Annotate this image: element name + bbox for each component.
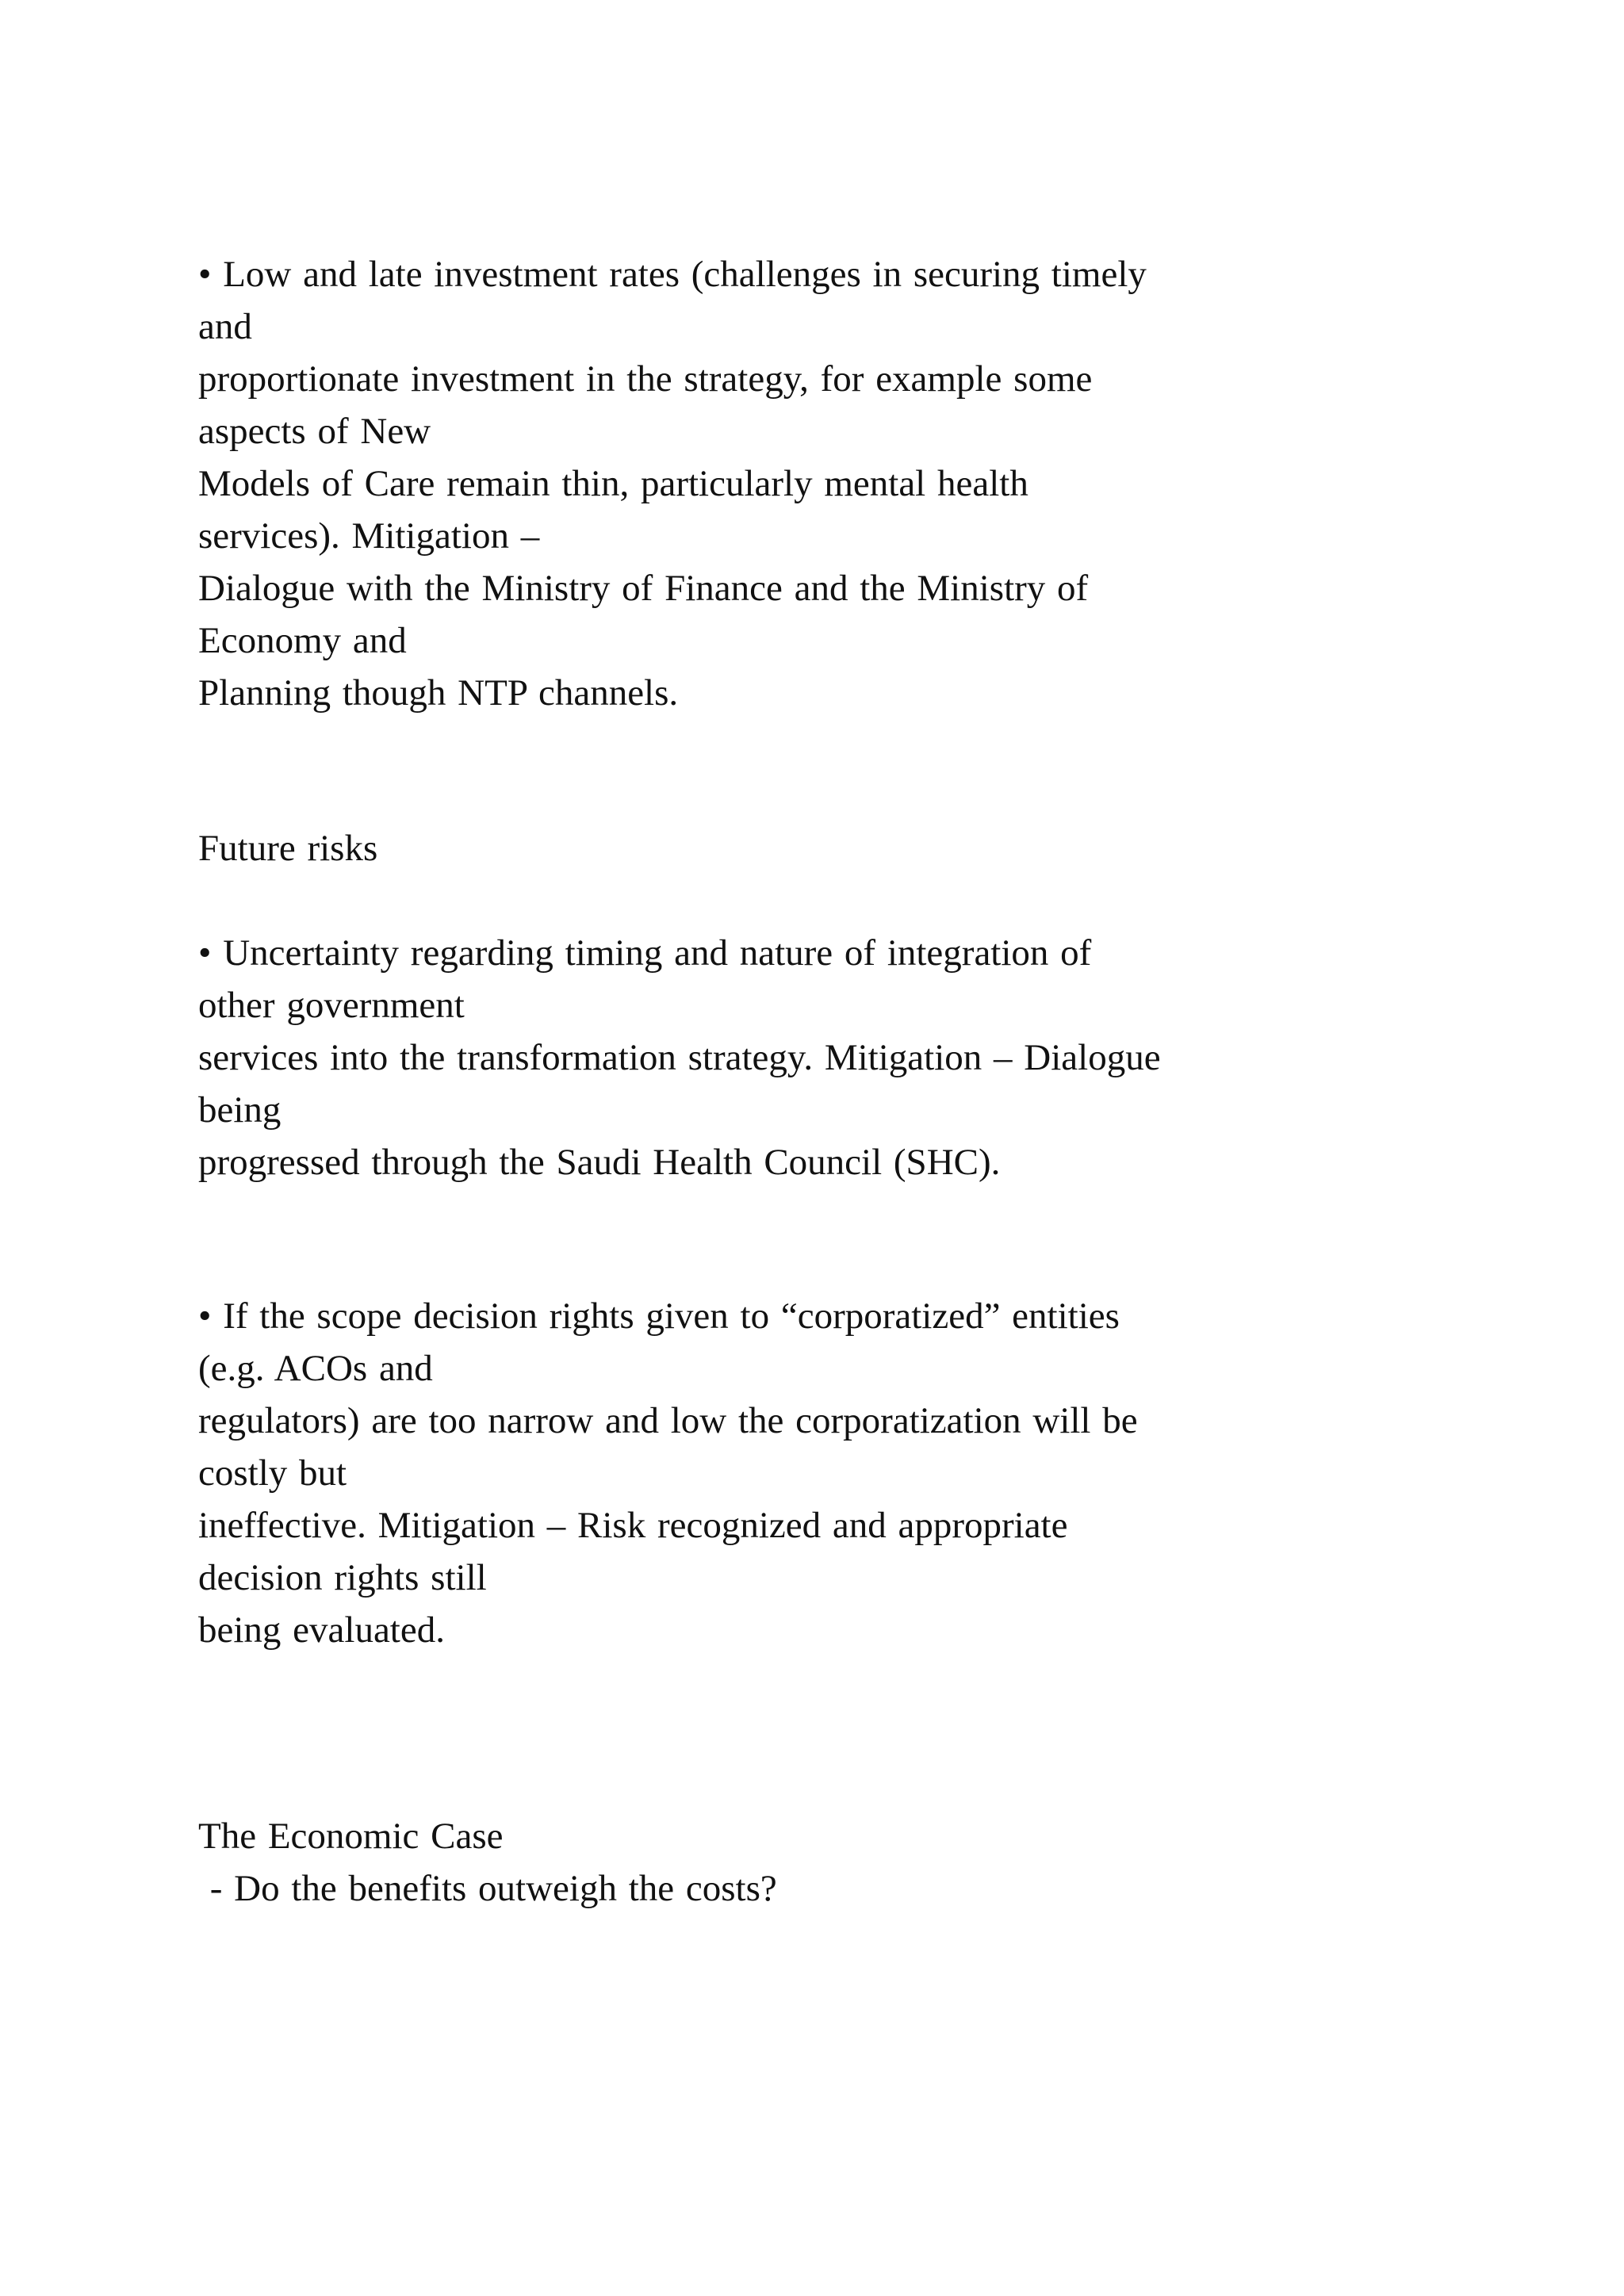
- text-line: Economy and: [198, 620, 407, 661]
- text-line: services into the transformation strategy. Mitigation – Dialogue: [198, 1037, 1161, 1078]
- text-line: (e.g. ACOs and: [198, 1348, 433, 1389]
- text-line: being: [198, 1089, 282, 1131]
- text-line: • Uncertainty regarding timing and nature of integration of: [198, 932, 1092, 974]
- text-line: • Low and late investment rates (challenges in securing timely: [198, 254, 1147, 295]
- text-line: services). Mitigation –: [198, 515, 540, 557]
- subheading-text: - Do the benefits outweigh the costs?: [198, 1868, 777, 1909]
- text-line: proportionate investment in the strategy, for example some: [198, 358, 1093, 400]
- text-line: • If the scope decision rights given to “corporatized” entities: [198, 1295, 1120, 1337]
- text-line: Planning though NTP channels.: [198, 672, 679, 714]
- heading-text: Future risks: [198, 828, 378, 869]
- text-line: Dialogue with the Ministry of Finance and the Ministry of: [198, 568, 1089, 609]
- text-line: decision rights still: [198, 1557, 487, 1598]
- text-line: Models of Care remain thin, particularly mental health: [198, 463, 1028, 504]
- text-line: aspects of New: [198, 411, 431, 452]
- text-line: progressed through the Saudi Health Council (SHC).: [198, 1142, 1001, 1183]
- text-line: other government: [198, 985, 465, 1026]
- text-line: regulators) are too narrow and low the corporatization will be: [198, 1400, 1138, 1441]
- text-line: costly but: [198, 1452, 347, 1494]
- text-line: ineffective. Mitigation – Risk recognized and appropriate: [198, 1505, 1068, 1546]
- heading-text: The Economic Case: [198, 1816, 504, 1857]
- text-line: and: [198, 306, 252, 347]
- text-line: being evaluated.: [198, 1609, 445, 1651]
